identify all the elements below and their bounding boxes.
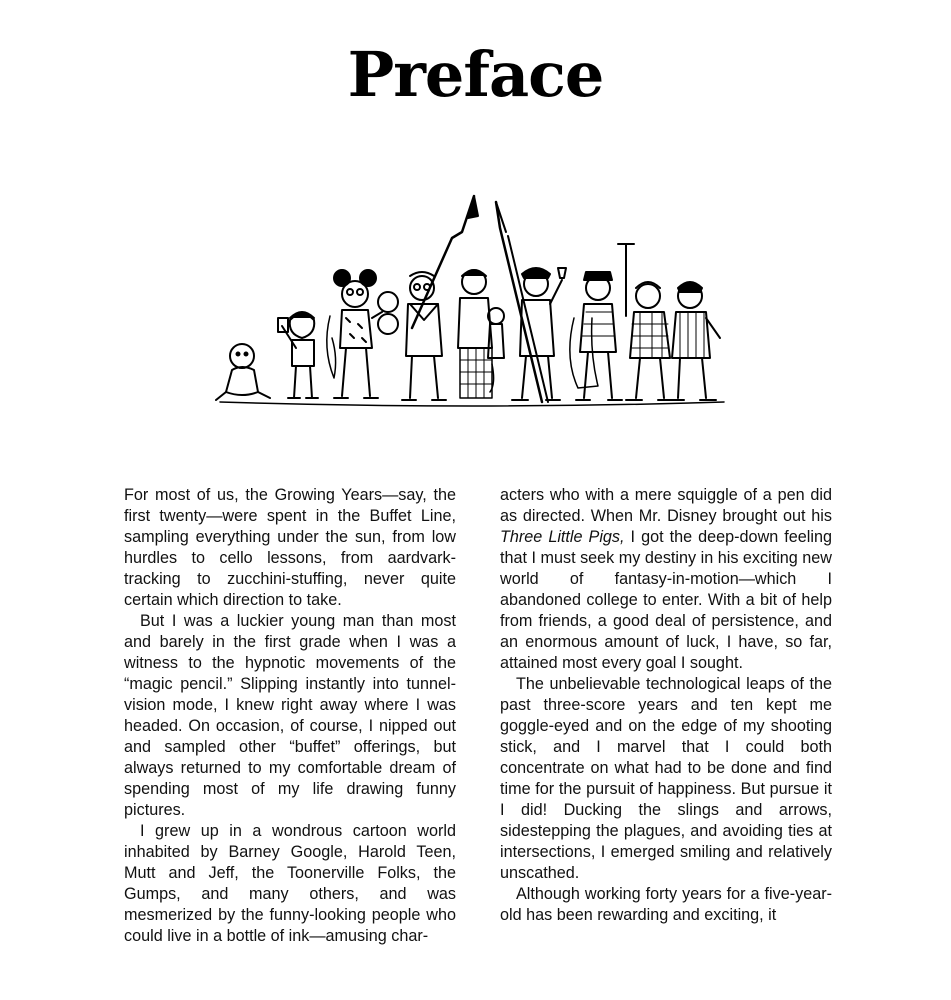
paragraph: Although working forty years for a five-year-old has been rewarding and exciting, it (500, 885, 832, 924)
paragraph (500, 485, 832, 674)
book-title: Three Little Pigs, (500, 528, 625, 546)
paragraph: The unbelievable technological leaps of the past three-score years and ten kept me goggle-eyed and on the edge of my shooting stick, and I marvel that I could both concentrate on what had to be done and find time for the pursuit of happiness. But pursue it I did! Ducking the slings and arrows, sidestepping the plagues, and avoiding ties at intersections, I emerged smiling and relatively unscathed. (500, 675, 832, 882)
paragraph: But I was a luckier young man than most and barely in the first grade when I was a witness to the hypnotic movements of the “magic pencil.” Slipping instantly into tunnel-vision mode, I knew right away where I was headed. On occasion, of course, I nipped out and sampled other “buffet” offerings, but always returned to my comfortable dream of spending most of my life drawing funny pictures. (124, 612, 456, 819)
cartoon-figures-lineup-icon (212, 188, 732, 414)
paragraph-text: acters who with a mere squiggle of a pen did as directed. When Mr. Disney brought out his (500, 486, 832, 525)
page-title: Preface (347, 38, 604, 111)
paragraph: I grew up in a wondrous cartoon world inhabited by Barney Google, Harold Teen, Mutt and Jeff, the Toonerville Folks, the Gumps, and many others, and was mesmerized by the funny-looking people who could live in a bottle of ink—amusing char- (124, 822, 456, 945)
left-text-column (124, 485, 456, 947)
paragraph: For most of us, the Growing Years—say, the first twenty—were spent in the Buffet Line, sampling everything under the sun, from low hurdles to cello lessons, from aardvark-tracking to zucchini-stuffing, never quite certain which direction to take. (124, 486, 456, 609)
paragraph-text: I got the deep-down feeling that I must seek my destiny in his exciting new world of fantasy-in-motion—which I abandoned college to enter. With a bit of help from friends, a good deal of persistence, and an enormous amount of luck, I have, so far, attained most every goal I sought. (500, 528, 832, 672)
right-text-column (500, 485, 832, 926)
